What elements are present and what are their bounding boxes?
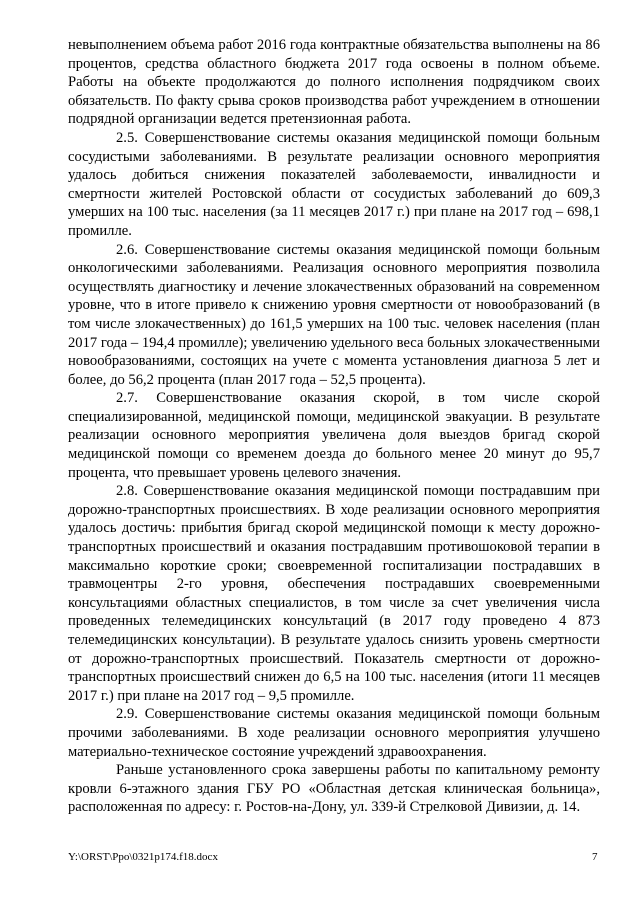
paragraph-2-9-other-diseases: 2.9. Совершенствование системы оказания медицинской помощи больным прочими заболеваниями. В ходе реализации основного мероприятия улучшено материально-техническое состояние учреждений здравоохранения. (68, 706, 600, 760)
page-number: 7 (592, 851, 598, 863)
paragraph-2-5-vascular: 2.5. Совершенствование системы оказания медицинской помощи больным сосудистыми заболеваниями. В результате реализации основного мероприятия удалось добиться снижения показателей заболеваемости, инвалидности и смертности жителей Ростовской области от сосудистых заболеваний до 609,3 умерших на 100 тыс. населения (за 11 месяцев 2017 г.) при плане на 2017 год – 698,1 промилле. (68, 129, 600, 239)
paragraph-2-7-emergency: 2.7. Совершенствование оказания скорой, в том числе скорой специализированной, медицинской помощи, медицинской эвакуации. В результате реализации основного мероприятия увеличена доля выездов бригад скорой медицинской помощи со временем доезда до больного менее 20 минут до 95,7 процента, что превышает уровень целевого значения. (68, 390, 600, 481)
document-body (68, 36, 600, 817)
paragraph-continuation: невыполнением объема работ 2016 года контрактные обязательства выполнены на 86 процентов, средства областного бюджета 2017 года освоены в полном объеме. Работы на объекте продолжаются до полного исполнения подрядчиком своих обязательств. По факту срыва сроков производства работ учреждением в отношении подрядной организации ведется претензионная работа. (68, 37, 600, 128)
paragraph-2-8-road-accidents: 2.8. Совершенствование оказания медицинской помощи пострадавшим при дорожно-транспортных происшествиях. В ходе реализации основного мероприятия удалось достичь: прибытия бригад скорой медицинской помощи к месту дорожно-транспортных происшествий и оказания пострадавшим противошоковой терапии в максимально короткие сроки; своевременной госпитализации пострадавших в травмоцентры 2-го уровня, обеспечения пострадавших своевременными консультациями областных специалистов, в том числе за счет увеличения числа проведенных телемедицинских консультаций (в 2017 году проведено 4 873 телемедицинских консультации). В результате удалось снизить уровень смертности от дорожно-транспортных происшествий. Показатель смертности от дорожно-транспортных происшествий снижен до 6,5 на 100 тыс. населения (итоги 11 месяцев 2017 г.) при плане на 2017 год – 9,5 промилле. (68, 483, 600, 704)
paragraph-2-6-oncology: 2.6. Совершенствование системы оказания медицинской помощи больным онкологическими заболеваниями. Реализация основного мероприятия позволила осуществлять диагностику и лечение злокачественных образований на современном уровне, что в итоге привело к снижению уровня смертности от новообразований (в том числе злокачественных) до 161,5 умерших на 100 тыс. человек населения (план 2017 года – 194,4 промилле); увеличению удельного веса больных злокачественными новообразованиями, состоящих на учете с момента установления диагноза 5 лет и более, до 56,2 процента (план 2017 года – 52,5 процента). (68, 241, 600, 388)
paragraph-roof-repair: Раньше установленного срока завершены работы по капитальному ремонту кровли 6-этажного здания ГБУ РО «Областная детская клиническая больница», расположенная по адресу: г. Ростов-на-Дону, ул. 339-й Стрелковой Дивизии, д. 14. (68, 762, 600, 816)
footer-file-path: Y:\ORST\Ppo\0321p174.f18.docx (68, 851, 218, 863)
